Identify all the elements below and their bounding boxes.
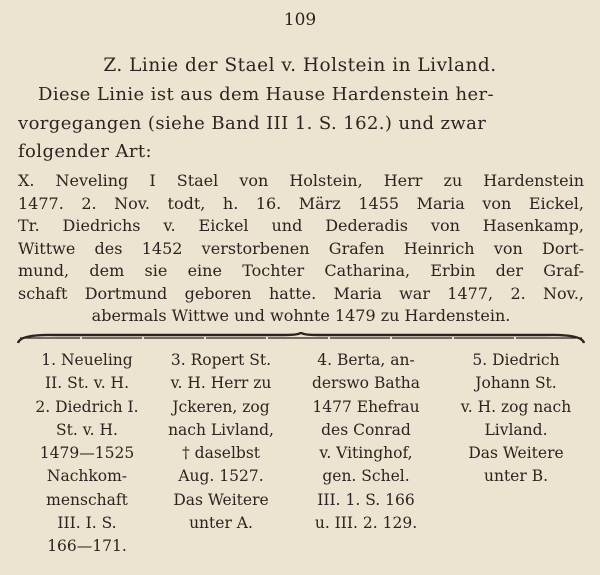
child-line: 1479—1525: [39, 444, 135, 463]
child-line: 3. Ropert St.: [170, 351, 272, 369]
child-line: Aug. 1527.: [178, 467, 264, 486]
child-line: nach Livland,: [168, 420, 274, 439]
child-column-3: [296, 349, 436, 535]
child-line: 1477 Ehefrau: [312, 397, 420, 416]
child-line: des Conrad: [321, 420, 411, 439]
child-line: 1. Neueling: [41, 351, 133, 369]
child-line: menschaft: [46, 490, 128, 509]
intro-line-3: folgender Art:: [18, 141, 153, 162]
ancestor-line: Tr. Diedrichs v. Eickel und Dederadis von Hasenkamp,: [18, 216, 584, 235]
child-line: Jckeren, zog: [172, 397, 270, 416]
child-line: v. Vitinghof,: [319, 444, 413, 463]
ancestor-line: X. Neveling I Stael von Holstein, Herr zu Hardenstein: [18, 171, 584, 190]
child-line: unter B.: [483, 467, 549, 486]
child-column-4: [446, 349, 586, 489]
ancestor-line: mund, dem sie eine Tochter Catharina, Erbin der Graf-: [18, 261, 584, 280]
genealogy-bracket-rule: [16, 331, 586, 351]
child-line: II. St. v. H.: [44, 374, 130, 393]
ancestor-line: Wittwe des 1452 verstorbenen Grafen Heinrich von Dort-: [18, 238, 584, 258]
child-line: unter A.: [189, 514, 253, 533]
child-line: † daselbst: [181, 444, 261, 463]
child-line: 4. Berta, an-: [317, 351, 415, 369]
ancestor-line: schaft Dortmund geboren hatte. Maria war 1477, 2. Nov.,: [18, 283, 584, 303]
child-line: Das Weitere: [468, 444, 564, 463]
page-number: 109: [283, 10, 317, 30]
ancestor-paragraph: [18, 170, 584, 328]
child-line: 5. Diedrich: [472, 351, 560, 369]
child-line: u. III. 2. 129.: [314, 514, 418, 533]
intro-line-1: Diese Linie ist aus dem Hause Hardenstein her-: [38, 84, 495, 105]
child-line: 166—171.: [47, 537, 127, 556]
section-title: Z. Linie der Stael v. Holstein in Livland.: [103, 55, 497, 76]
child-line: Johann St.: [475, 374, 557, 393]
child-line: v. H. Herr zu: [170, 374, 272, 393]
child-line: Nachkom-: [46, 467, 128, 486]
child-line: derswo Batha: [311, 374, 421, 393]
child-line: III. 1. S. 166: [317, 490, 415, 509]
child-line: III. I. S.: [57, 514, 117, 533]
child-column-1: [24, 349, 150, 559]
child-line: St. v. H.: [56, 420, 118, 439]
intro-line-2: vorgegangen (siehe Band III 1. S. 162.) und zwar: [18, 113, 487, 134]
child-line: gen. Schel.: [322, 467, 410, 486]
child-line: v. H. zog nach: [460, 397, 572, 416]
child-line: 2. Diedrich I.: [35, 397, 139, 416]
ancestor-line: abermals Wittwe und wohnte 1479 zu Hardenstein.: [91, 306, 511, 325]
child-line: Livland.: [484, 420, 548, 439]
child-line: Das Weitere: [173, 490, 269, 509]
ancestor-line: 1477. 2. Nov. todt, h. 16. März 1455 Maria von Eickel,: [18, 193, 584, 213]
child-column-2: [157, 349, 285, 535]
